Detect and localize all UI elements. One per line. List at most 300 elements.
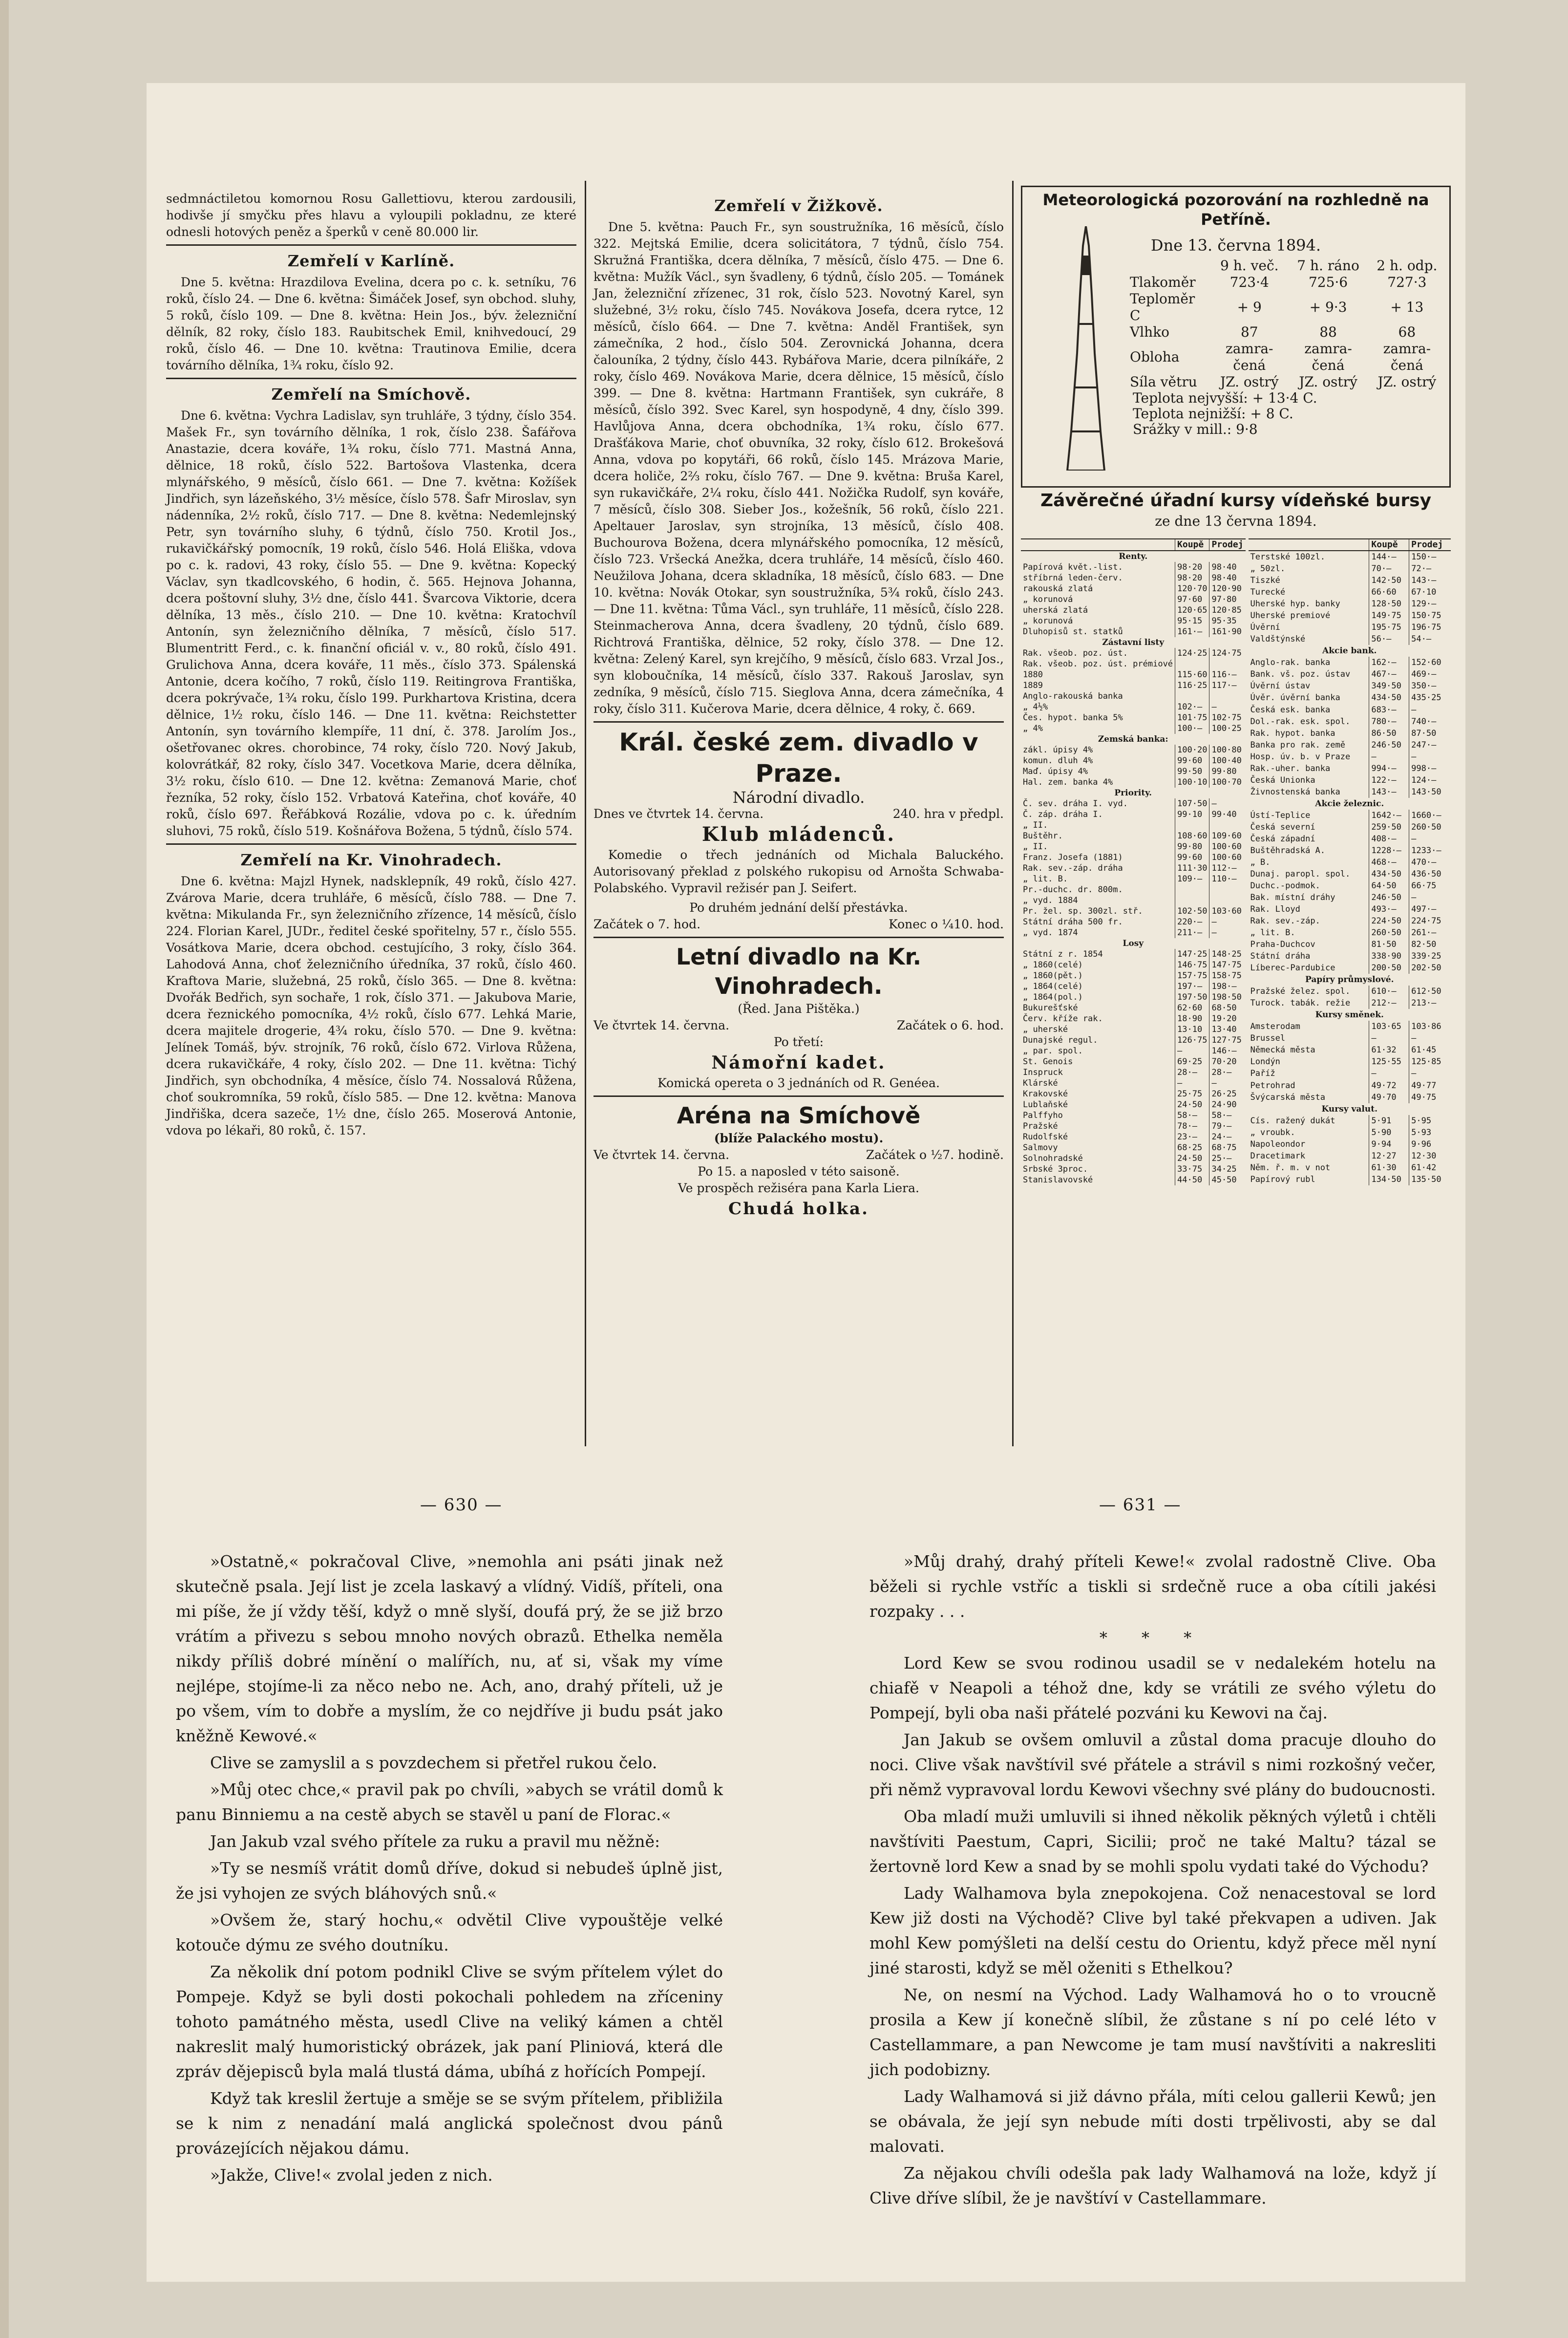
bursa-row (1249, 704, 1451, 716)
meteo-tmax: Teplota nejvyšší: + 13·4 C. (1133, 390, 1317, 406)
meteo-cell: + 9 (1237, 299, 1262, 315)
bursa-row (1021, 605, 1246, 616)
meteo-rain: Srážky v mill.: 9·8 (1133, 421, 1258, 437)
bursa-name: „ lit. B. (1023, 874, 1068, 884)
bursa-name: Stanislavovské (1023, 1175, 1093, 1185)
theatre2-third: Po třetí: (773, 1035, 824, 1049)
section-rule (166, 244, 576, 246)
bursa-prodej: 998·— (1409, 763, 1451, 774)
bursa-name: Paříž (1250, 1069, 1275, 1079)
bursa-group-heading: Renty. (1119, 552, 1148, 561)
bursa-koupe: 683·— (1369, 704, 1409, 716)
story-paragraph: Jan Jakub se ovšem omluvil a zůstal doma pracuje dlouho do noci. Clive však navštívil své přátele a strávil s nimi rozkošný večer, při němž vypravoval lordu Kewovi všechny své plány do budoucnosti. (869, 1730, 1436, 1799)
bursa-name: zákl. úpisy 4% (1023, 745, 1093, 755)
page-margin-left (0, 0, 9, 2338)
column-3 (1021, 186, 1451, 1185)
bursa-prodej: 152·60 (1409, 657, 1451, 668)
page-number-left: — 630 — (420, 1495, 503, 1515)
bursa-row (1249, 586, 1451, 598)
bursa-name: „ vyd. 1874 (1023, 928, 1078, 938)
bursa-row (1021, 981, 1246, 992)
bursa-group-heading: Akcie bank. (1322, 646, 1377, 656)
bursa-row (1249, 1044, 1451, 1056)
bursa-prodej: 82·50 (1409, 939, 1451, 950)
bursa-name: Solnohradské (1023, 1154, 1083, 1163)
bursa-name: Dunajské regul. (1023, 1035, 1098, 1045)
bursa-koupe: 259·50 (1369, 821, 1409, 833)
story-left-column (176, 1549, 723, 2189)
meteo-row-label: Síla větru (1130, 374, 1197, 390)
bursa-prodej: 148·25 (1209, 949, 1246, 960)
bursa-name: Česká Unionka (1250, 775, 1315, 785)
bursa-koupe: 78·— (1175, 1121, 1209, 1132)
bursa-row (1021, 906, 1246, 917)
meteo-row-label: Vlhko (1130, 324, 1170, 340)
bursa-name: „ korunová (1023, 616, 1073, 626)
bursa-row (1021, 712, 1246, 723)
meteo-cell: JZ. ostrý (1377, 374, 1437, 390)
bursa-name: rakouská zlatá (1023, 584, 1093, 594)
bursa-name: Amsterodam (1250, 1022, 1300, 1032)
bursa-name: „ lit. B. (1250, 928, 1295, 938)
bursa-prodej (1209, 659, 1246, 669)
bursa-prodej: 49·75 (1409, 1092, 1451, 1103)
bursa-koupe: 100·10 (1175, 777, 1209, 788)
section-rule (593, 1095, 1004, 1097)
meteo-row-label: Tlakoměr (1130, 274, 1196, 290)
bursa-koupe: 108·60 (1175, 831, 1209, 841)
bursa-prodej: 469·— (1409, 668, 1451, 680)
meteo-col: 9 h. več. (1220, 257, 1279, 274)
bursa-prodej: 150·75 (1409, 610, 1451, 622)
bursa-row (1021, 788, 1246, 798)
bursa-row (1021, 734, 1246, 745)
bursa-prodej: 129·— (1409, 598, 1451, 610)
bursa-col-prodej: Prodej (1209, 539, 1246, 551)
story-paragraph: Lady Walhamova byla znepokojena. Což nenacestoval se lord Kew již dosti na Východě? Clive byl také překvapen a udiven. Jak mohl Kew pomýšleti na delší cestu do Orientu, když přece měl nyní jiné starosti, když se měl oženiti s Ethelkou? (869, 1884, 1436, 1977)
bursa-koupe: — (1369, 751, 1409, 763)
bursa-name: Rak. Lloyd (1250, 904, 1300, 915)
bursa-row (1249, 668, 1451, 680)
theatre1-end: Konec o ¼10. hod. (889, 917, 1004, 931)
bursa-row (1249, 997, 1451, 1009)
bursa-row (1021, 648, 1246, 659)
bursa-name: Rak. všeob. poz. úst. (1023, 648, 1128, 658)
bursa-name: Brussel (1250, 1033, 1286, 1044)
bursa-name: Č. záp. dráha I. (1023, 810, 1103, 819)
bursa-name: Úvěr. úvěrní banka (1250, 693, 1340, 703)
theatre1-desc2: Po druhém jednání delší přestávka. (689, 901, 908, 915)
bursa-koupe: 98·20 (1175, 573, 1209, 583)
bursa-prodej: 95·35 (1209, 616, 1246, 626)
bursa-row (1021, 1164, 1246, 1175)
bursa-koupe (1175, 659, 1209, 669)
bursa-koupe: 468·— (1369, 857, 1409, 868)
bursa-left-body (1021, 551, 1246, 1185)
story-paragraph: Oba mladí muži umluvili si ihned několik pěkných výletů i chtěli navštíviti Paestum, Capri, Sicilii; proč ne také Maltu? tázal se žertovně lord Kew a snad by se mohli spolu vydati také do Východu? (869, 1807, 1436, 1876)
bursa-row (1249, 575, 1451, 586)
bursa-koupe: 144·— (1369, 551, 1409, 563)
bursa-koupe: 493·— (1369, 903, 1409, 915)
theatre1-title: Král. české zem. divadlo v Praze. (619, 728, 978, 788)
bursa-prodej: — (1409, 892, 1451, 903)
bursa-prodej: 339·25 (1409, 950, 1451, 962)
bursa-koupe: 109·— (1175, 874, 1209, 884)
meteo-row (1123, 291, 1446, 324)
bursa-koupe: 64·50 (1369, 880, 1409, 892)
bursa-prodej: 87·50 (1409, 728, 1451, 739)
bursa-prodej: — (1209, 927, 1246, 938)
bursa-koupe: 66·60 (1369, 586, 1409, 598)
bursa-prodej: 98·40 (1209, 573, 1246, 583)
bursa-prodej: 68·75 (1209, 1142, 1246, 1153)
bursa-prodej: 497·— (1409, 903, 1451, 915)
story-paragraph: »Můj drahý, drahý příteli Kewe!« zvolal radostně Clive. Oba běželi si rychle vstříc a tiskli si srdečně ruce a oba cítili jakési rozpaky . . . (869, 1552, 1436, 1621)
meteo-row-label: Teploměr C (1130, 291, 1195, 323)
bursa-row (1249, 786, 1451, 798)
meteo-cell: 88 (1319, 324, 1337, 340)
bursa-koupe: 162·— (1369, 657, 1409, 668)
bursa-name: komun. dluh 4% (1023, 756, 1093, 766)
bursa-group-heading: Kursy směnek. (1315, 1010, 1384, 1020)
bursa-row (1249, 1092, 1451, 1103)
bursa-prodej: 67·10 (1409, 586, 1451, 598)
bursa-row (1021, 1099, 1246, 1110)
bursa-row (1249, 763, 1451, 774)
theatre3-director: Ve prospěch režiséra pana Karla Liera. (678, 1181, 919, 1195)
bursa-name: Úvěrní (1250, 622, 1280, 633)
bursa-row (1021, 1024, 1246, 1035)
bursa-row (1021, 1046, 1246, 1056)
bursa-koupe: 33·75 (1175, 1164, 1209, 1175)
theatre2-play: Námořní kadet. (711, 1052, 886, 1073)
bursa-name: Pr.-duchc. dr. 800m. (1023, 885, 1123, 895)
bursa-name: Londýn (1250, 1057, 1280, 1067)
bursa-koupe: 146·75 (1175, 960, 1209, 970)
bursa-row (1021, 1078, 1246, 1089)
bursa-name: Rak. sev.-záp. (1250, 916, 1320, 926)
bursa-koupe: 195·75 (1369, 622, 1409, 633)
bursa-koupe: 125·55 (1369, 1056, 1409, 1068)
bursa-koupe: 408·— (1369, 833, 1409, 845)
bursa-prodej: 5·93 (1409, 1127, 1451, 1138)
bursa-koupe: 780·— (1369, 716, 1409, 728)
bursa-prodej: 61·42 (1409, 1162, 1451, 1174)
bursa-koupe: 9·94 (1369, 1138, 1409, 1150)
bursa-koupe: 58·— (1175, 1110, 1209, 1121)
bursa-koupe: 1228·— (1369, 845, 1409, 857)
bursa-date: ze dne 13 června 1894. (1155, 513, 1317, 529)
bursa-row (1021, 1067, 1246, 1078)
bursa-name: Palffyho (1023, 1111, 1063, 1120)
bursa-koupe: 122·— (1369, 774, 1409, 786)
bursa-koupe: 44·50 (1175, 1175, 1209, 1185)
bursa-group-heading: Papíry průmyslové. (1305, 975, 1394, 985)
bursa-name: „ par. spol. (1023, 1046, 1083, 1056)
meteo-header-row (1123, 257, 1446, 274)
bursa-koupe: 134·50 (1369, 1174, 1409, 1185)
bursa-name: „ 1864(pol.) (1023, 992, 1083, 1002)
bursa-name: Papírová květ.-list. (1023, 562, 1123, 572)
bursa-koupe: 338·90 (1369, 950, 1409, 962)
bursa-koupe: 102·— (1175, 702, 1209, 712)
meteo-cell: zamra-čená (1383, 341, 1431, 373)
bursa-row (1249, 833, 1451, 845)
story-paragraph: Clive se zamyslil a s povzdechem si přetřel rukou čelo. (210, 1753, 657, 1772)
bursa-name: „ 1860(pět.) (1023, 971, 1083, 981)
bursa-koupe: 200·50 (1369, 962, 1409, 974)
bursa-name: Anglo-rak. banka (1250, 658, 1331, 668)
bursa-row (1021, 895, 1246, 906)
theatre1-date: Dnes ve čtvrtek 14. června. (593, 807, 764, 821)
bursa-name: Česká západní (1250, 834, 1315, 844)
theatre1-start: Začátek o 7. hod. (593, 917, 701, 931)
top-fragment: sedmnáctiletou komornou Rosu Gallettiovu, kterou zardousili, hodivše jí smyčku přes hlavu a vyloupili pokladnu, ze které odnesli hotových peněz a šperků v ceně 80.000 lir. (166, 192, 576, 239)
story-paragraph: Když tak kreslil žertuje a směje se se svým přítelem, přibližila se k nim z nenadání malá anglická společnost dvou pánů provázejících nějakou dámu. (176, 2089, 723, 2158)
bursa-prodej: 247·— (1409, 739, 1451, 751)
bursa-row (1249, 880, 1451, 892)
bursa-name: Úvěrní ústav (1250, 681, 1311, 691)
meteo-col: 2 h. odp. (1377, 257, 1438, 274)
bursa-row (1021, 1110, 1246, 1121)
bursa-row (1021, 831, 1246, 841)
column-divider (585, 181, 586, 1446)
bursa-prodej: 435·25 (1409, 692, 1451, 704)
bursa-koupe: 212·— (1369, 997, 1409, 1009)
bursa-row (1249, 692, 1451, 704)
bursa-prodej: 198·— (1209, 981, 1246, 992)
zizkov-text: Dne 5. května: Pauch Fr., syn soustružníka, 16 měsíců, číslo 322. Mejtská Emilie, dcera solicitátora, 7 týdnů, číslo 754. Skružná Františka, dcera dělníka, 7 měsíců, číslo 475. — Dne 6. května: Mužík Václ., syn švadleny, 6 týdnů, číslo 205. — Tománek Jan, železniční zřízenec, 31 rok, číslo 523. Novotný Karel, syn služebné, 3½ roku, číslo 745. Novákova Josefa, dcera rytce, 12 měsíců, číslo 664. — Dne 7. května: Anděl František, syn zámečníka, 2 hod., číslo 504. Zerovnická Johanna, dcera čalouníka, 2 týdny, číslo 443. Rybářova Marie, dcera pilníkáře, 2 roky, číslo 469. Novákova Marie, dcera dělnice, 15 měsíců, číslo 399. — Dne 8. května: Hartmann František, syn cukráře, 8 měsíců, číslo 392. Svec Karel, syn hospodyně, 4 dny, číslo 399. Havlůjova Anna, dcera obchodníka, 1¾ roku, číslo 677. Drašťákova Marie, choť obuvníka, 32 roky, číslo 612. Brokešová Anna, vdova po kopytáři, 66 roků, číslo 145. Mrázova Marie, dcera holiče, 2⅔ roku, číslo 767. — Dne 9. května: Bruša Karel, syn rukavičkáře, 2¼ roku, číslo 441. Nožička Rudolf, syn kováře, 7 měsíců, číslo 308. Sieber Jos., kožešník, 56 roků, číslo 221. Apeltauer Jaroslav, syn strojníka, 13 měsíců, číslo 408. Buchourova Božena, dcera mlynářského pomocníka, 12 měsíců, číslo 723. Vršecká Anežka, dcera truhláře, 14 měsíců, číslo 460. Neužilova Johana, dcera skladníka, 18 měsíců, číslo 683. — Dne 10. května: Novák Otokar, syn soustružníka, 5¾ roků, číslo 243. — Dne 11. května: Tůma Václ., syn truhláře, 11 měsíců, číslo 228. Steinmacherova Anna, dcera švadleny, 20 týdnů, číslo 689. Richtrová Františka, dělnice, 52 roky, číslo 378. — Dne 12. května: Zelený Karel, syn krejčího, 9 měsíců, číslo 683. Vrzal Jos., syn kloboučníka, 14 měsíců, číslo 337. Rakouš Jaroslav, syn zedníka, 9 měsíců, číslo 715. Sieglova Anna, dcera zámečníka, 4 roky, číslo 311. Kučerova Marie, dcera dělnice, 4 roky, č. 669. (593, 220, 1004, 716)
theatre3-date: Ve čtvrtek 14. června. (593, 1148, 730, 1162)
bursa-name: Buštěhr. (1023, 831, 1063, 841)
section-stars: * * * (1099, 1629, 1207, 1647)
meteo-col: 7 h. ráno (1297, 257, 1359, 274)
bursa-name: Franz. Josefa (1881) (1023, 853, 1123, 862)
bursa-prodej: 117·— (1209, 680, 1246, 691)
bursa-row (1249, 962, 1451, 974)
bursa-koupe: 61·30 (1369, 1162, 1409, 1174)
story-paragraph: »Ty se nesmíš vrátit domů dříve, dokud si nebudeš úplně jist, že jsi vyhojen ze svých bláhových snů.« (176, 1859, 723, 1903)
bursa-koupe: 13·10 (1175, 1024, 1209, 1035)
bursa-row (1021, 1013, 1246, 1024)
bursa-prodej: 9·96 (1409, 1138, 1451, 1150)
bursa-koupe: 99·50 (1175, 766, 1209, 777)
story-right-column (869, 1549, 1436, 2212)
bursa-prodej: 213·— (1409, 997, 1451, 1009)
bursa-name: „ B. (1250, 857, 1271, 867)
bursa-koupe: 56·— (1369, 633, 1409, 645)
meteo-row (1123, 274, 1446, 291)
bursa-row (1021, 1142, 1246, 1153)
bursa-row (1021, 949, 1246, 960)
bursa-prodej: 198·50 (1209, 992, 1246, 1003)
bursa-row (1021, 960, 1246, 970)
arena-ad (593, 1101, 1004, 1217)
bursa-koupe: 246·50 (1369, 739, 1409, 751)
bursa-prodej: 24·90 (1209, 1099, 1246, 1110)
bursa-koupe: 103·65 (1369, 1021, 1409, 1032)
bursa-name: „ vroubk. (1250, 1127, 1295, 1137)
theatre1-desc: Komedie o třech jednáních od Michala Baluckého. Autorisovaný překlad z polského rukopisu od Arnošta Schwaba-Polabského. Vypravil režisér pan J. Seifert. (593, 848, 1004, 895)
meteo-cell: 725·6 (1308, 274, 1348, 290)
bursa-koupe: 24·50 (1175, 1099, 1209, 1110)
bursa-name: Čes. hypot. banka 5% (1023, 713, 1123, 723)
story-paragraph: Lady Walhamová si již dávno přála, míti celou gallerii Kewů; jen se obávala, že její syn nebude míti dosti trpělivosti, aby se dal malovati. (869, 2087, 1436, 2156)
summer-theatre-ad (593, 942, 1004, 1092)
bursa-name: Terstské 100zl. (1250, 552, 1326, 562)
bursa-koupe: 434·50 (1369, 692, 1409, 704)
column-divider (1012, 181, 1014, 1446)
page-number-right: — 631 — (1099, 1495, 1182, 1515)
bursa-prodej: 28·— (1209, 1067, 1246, 1078)
bursa-koupe: — (1175, 1078, 1209, 1089)
bursa-prodej: 740·— (1409, 716, 1451, 728)
bursa-name: Buštěhradská A. (1250, 845, 1326, 856)
bursa-prodej: 1660·— (1409, 810, 1451, 821)
bursa-header-row (1021, 539, 1246, 551)
bursa-name: „ II. (1023, 820, 1048, 830)
bursa-name: Rudolfské (1023, 1132, 1068, 1142)
theatre3-date-row (593, 1147, 1004, 1163)
bursa-name: „ 4½% (1023, 702, 1048, 712)
bursa-name: Švýcarská města (1250, 1092, 1326, 1102)
bursa-koupe: 18·90 (1175, 1013, 1209, 1024)
bursa-row (1021, 992, 1246, 1003)
bursa-row (1021, 917, 1246, 927)
bursa-name: Česká severní (1250, 822, 1315, 832)
bursa-row (1249, 903, 1451, 915)
bursa-row (1021, 562, 1246, 573)
bursa-row (1249, 915, 1451, 927)
bursa-koupe: 994·— (1369, 763, 1409, 774)
bursa-row (1021, 1035, 1246, 1046)
bursa-koupe: 142·50 (1369, 575, 1409, 586)
bursa-koupe: 99·10 (1175, 809, 1209, 820)
smichov-text: Dne 6. května: Vychra Ladislav, syn truhláře, 3 týdny, číslo 354. Mašek Fr., syn továrního dělníka, 1 rok, číslo 238. Šafářova Anastazie, dcera kováře, 1¾ roku, číslo 771. Mastná Anna, dělnice, 18 roků, číslo 522. Bartošova Vlastenka, dcera mlynářského, 9 měsíců, číslo 661. — Dne 7. května: Kožíšek Jindřich, syn lázeňského, 3½ měsíce, číslo 578. Šafr Miroslav, syn nádenníka, 2½ roků, číslo 717. — Dne 8. května: Nedemlejnský Petr, syn továrního sluhy, 6 týdnů, číslo 750. Krotil Jos., rukavičkářský pomocník, 19 roků, číslo 546. Holá Eliška, vdova po c. k. radovi, 43 roky, číslo 55. — Dne 9. května: Kopecký Václav, syn tkadlcovského, 6 hodin, č. 565. Hejnova Johanna, dcera poštovní sluhy, 3½ dne, číslo 441. Švarcova Viktorie, dcera dělníka, 13 měs., číslo 210. — Dne 10. května: Kratochvíl Antonín, syn železničního dělníka, 7 měsíců, číslo 517. Blumentritt Ferd., c. k. finanční oficiál v. v., 80 roků, číslo 491. Grulichova Anna, dcera kováře, 11 měs., číslo 373. Spálenská Antonie, dcera kočího, 7 roků, číslo 119. Reitingrova Františka, dcera pokrývače, 1¾ roku, číslo 199. Purkhartova Kristina, dcera dělnice, 1½ roku, číslo 146. — Dne 11. května: Reichstetter Antonín, syn továrního klempíře, 11 dní, č. 378. Jarolím Jos., ošetřovanec okres. chorobince, 74 roky, číslo 720. Nový Jakub, kolovrátkář, 82 roky, číslo 347. Vocetkova Marie, dcera dělníka, 3½ roku, číslo 610. — Dne 12. května: Zemanová Marie, choť řezníka, 52 roky, číslo 152. Vrbatová Kateřina, choť kováře, 40 roků, číslo 697. Řeřábková Rozálie, vdova po c. k. úředním sluhovi, 75 roků, číslo 519. Košnářova Božena, 5 týdnů, číslo 574. (166, 408, 576, 838)
bursa-koupe: 149·75 (1369, 610, 1409, 622)
bursa-prodej: 147·75 (1209, 960, 1246, 970)
bursa-row (1249, 821, 1451, 833)
bursa-col-prodej: Prodej (1409, 539, 1451, 551)
bursa-row (1021, 755, 1246, 766)
section-rule (593, 937, 1004, 938)
bursa-koupe: 349·50 (1369, 680, 1409, 692)
bursa-col-koupe: Koupě (1175, 539, 1209, 551)
bursa-prodej: — (1209, 917, 1246, 927)
theatre3-play: Chudá holka. (728, 1199, 869, 1219)
bursa-koupe (1175, 895, 1209, 906)
bursa-koupe: 25·75 (1175, 1089, 1209, 1099)
bursa-row (1249, 810, 1451, 821)
bursa-prodej: 202·50 (1409, 962, 1451, 974)
bursa-prodej: 100·60 (1209, 841, 1246, 852)
bursa-koupe: 99·60 (1175, 755, 1209, 766)
bursa-name: Praha-Duchcov (1250, 940, 1315, 950)
bursa-name: Dluhopisů st. statků (1023, 627, 1123, 637)
bursa-row (1021, 616, 1246, 626)
bursa-name: uherská zlatá (1023, 605, 1088, 615)
bursa-koupe: 128·50 (1369, 598, 1409, 610)
bursa-prodej: — (1209, 798, 1246, 809)
bursa-row (1021, 1175, 1246, 1185)
bursa-koupe: 95·15 (1175, 616, 1209, 626)
bursa-name: Rak. sev.-záp. dráha (1023, 863, 1123, 873)
meteo-cell: JZ. ostrý (1299, 374, 1357, 390)
bursa-koupe: 147·25 (1175, 949, 1209, 960)
bursa-prodej: 70·20 (1209, 1056, 1246, 1067)
bursa-name: St. Genois (1023, 1057, 1073, 1067)
bursa-prodej: 97·80 (1209, 594, 1246, 605)
bursa-koupe: 23·— (1175, 1132, 1209, 1142)
bursa-prodej: 143·50 (1409, 786, 1451, 798)
bursa-row (1021, 594, 1246, 605)
bursa-prodej: 158·75 (1209, 970, 1246, 981)
bursa-table-left (1021, 538, 1246, 1185)
bursa-prodej: 112·— (1209, 863, 1246, 874)
bursa-row (1249, 892, 1451, 903)
bursa-koupe: 98·20 (1175, 562, 1209, 573)
bursa-koupe (1175, 884, 1209, 895)
bursa-koupe: 68·25 (1175, 1142, 1209, 1153)
bursa-koupe: 49·72 (1369, 1080, 1409, 1092)
meteo-row (1123, 374, 1446, 390)
bursa-row (1249, 868, 1451, 880)
story-paragraph: Za nějakou chvíli odešla pak lady Walhamová na lože, když jí Clive dříve slíbil, že je navštíví v Castellammare. (869, 2164, 1436, 2208)
bursa-koupe: 157·75 (1175, 970, 1209, 981)
bursa-row (1021, 809, 1246, 820)
bursa-row (1021, 863, 1246, 874)
bursa-koupe: 107·50 (1175, 798, 1209, 809)
bursa-name: Státní z r. 1854 (1023, 949, 1103, 959)
bursa-koupe: 246·50 (1369, 892, 1409, 903)
bursa-koupe: 143·— (1369, 786, 1409, 798)
bursa-koupe: 211·— (1175, 927, 1209, 938)
meteo-summary (1133, 390, 1446, 437)
bursa-name: Česká esk. banka (1250, 705, 1331, 715)
bursa-prodej: 12·30 (1409, 1150, 1451, 1162)
bursa-row (1249, 728, 1451, 739)
bursa-koupe: 5·90 (1369, 1127, 1409, 1138)
bursa-prodej: 49·77 (1409, 1080, 1451, 1092)
bursa-koupe: 5·91 (1369, 1115, 1409, 1127)
bursa-prodej: 24·— (1209, 1132, 1246, 1142)
bursa-prodej: 100·80 (1209, 745, 1246, 755)
bursa-koupe: 115·60 (1175, 669, 1209, 680)
bursa-prodej: 79·— (1209, 1121, 1246, 1132)
bursa-row (1249, 680, 1451, 692)
petrin-tower-icon (1066, 226, 1105, 471)
bursa-koupe: 24·50 (1175, 1153, 1209, 1164)
bursa-name: Červ. kříže rak. (1023, 1014, 1103, 1024)
bursa-name: stříbrná leden-červ. (1023, 573, 1123, 583)
bursa-row (1021, 1056, 1246, 1067)
bursa-prodej: 54·— (1409, 633, 1451, 645)
bursa-prodej: — (1409, 1068, 1451, 1079)
bursa-name: Líberec-Pardubice (1250, 963, 1335, 973)
bursa-koupe: 100·20 (1175, 745, 1209, 755)
bursa-name: Turock. tabák. režie (1250, 998, 1351, 1008)
theatre2-start: Začátek o 6. hod. (896, 1018, 1004, 1032)
meteo-row (1123, 324, 1446, 341)
story-paragraph: Jan Jakub vzal svého přítele za ruku a pravil mu něžně: (210, 1832, 660, 1851)
theatre3-title: Aréna na Smíchově (677, 1102, 921, 1129)
bursa-koupe: 69·25 (1175, 1056, 1209, 1067)
zizkov-title: Zemřelí v Žižkově. (714, 196, 883, 215)
bursa-row (1249, 716, 1451, 728)
bursa-name: Uherské premiové (1250, 611, 1331, 621)
bursa-koupe: 224·50 (1369, 915, 1409, 927)
bursa-row (1249, 974, 1451, 986)
